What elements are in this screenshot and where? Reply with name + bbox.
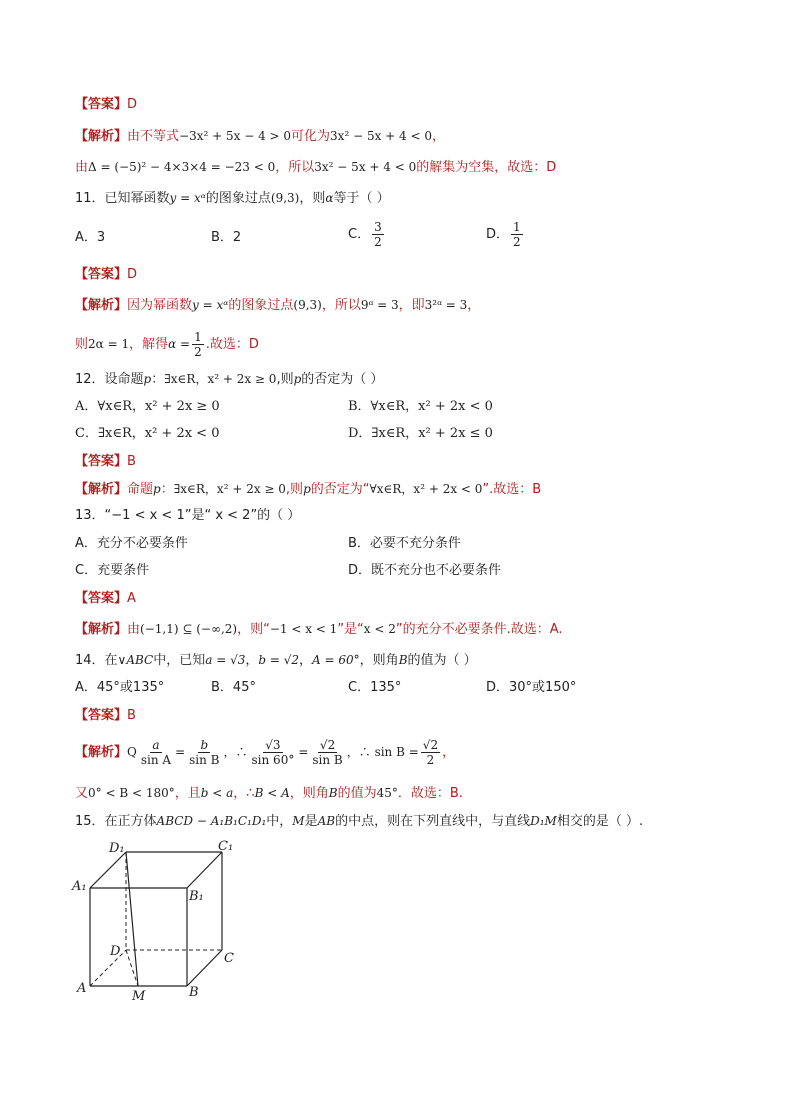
explanation-text: ，所以 xyxy=(321,298,361,313)
explanation-text: ， xyxy=(442,745,456,760)
question-text: ，则角 xyxy=(359,653,399,668)
math-inequality: b < a xyxy=(200,786,234,800)
question-text: 14．在 xyxy=(75,653,118,668)
explanation-text: 由 xyxy=(127,622,141,637)
denominator: sin 60° xyxy=(251,753,295,767)
explanation-text: ”是“ xyxy=(337,622,364,637)
explanation-text: ”的充分不必要条件.故选：A. xyxy=(395,622,563,637)
math-symbol: = xyxy=(298,745,309,759)
fraction xyxy=(192,330,204,359)
fraction xyxy=(511,220,523,249)
math-discriminant: Δ = (−5)² − 4×3×4 = −23 < 0 xyxy=(88,160,276,174)
explanation-text: 因为幂函数 xyxy=(127,298,193,313)
math-segment: AB xyxy=(317,814,336,828)
explanation-line-10a xyxy=(75,127,445,146)
question-15-stem xyxy=(75,812,643,831)
answer-label: 【答案】 xyxy=(75,708,128,723)
numerator: 1 xyxy=(513,220,521,234)
explanation-text: 由不等式 xyxy=(127,129,180,144)
explanation-text: 又 xyxy=(75,786,89,801)
explanation-text: 的值为 xyxy=(337,786,377,801)
fraction xyxy=(139,738,173,767)
explanation-line-11b xyxy=(75,327,259,362)
math-triangle: ∨ABC xyxy=(117,653,154,667)
answer-value: D xyxy=(127,267,138,282)
option-d: D．∃x∈R，x² + 2x ≤ 0 xyxy=(348,426,493,441)
math-function: y = xᵅ xyxy=(192,298,229,312)
question-text: 相交的是（ ）. xyxy=(556,814,644,829)
math-equation: 2α = 1 xyxy=(88,337,130,351)
answer-value: A xyxy=(127,591,136,606)
option-c: C．∃x∈R，x² + 2x < 0 xyxy=(75,426,220,441)
math-variable: p xyxy=(303,482,311,496)
explanation-text: ，所以 xyxy=(275,160,315,175)
answer-line-12 xyxy=(75,453,136,471)
explanation-label: 【解析】 xyxy=(75,298,128,313)
numerator: b xyxy=(200,738,209,752)
option-a: A．45°或135° xyxy=(75,680,165,695)
math-symbol: ，∴ xyxy=(223,745,248,759)
numerator: √2 xyxy=(422,738,439,752)
question-text: 中， xyxy=(266,814,293,829)
explanation-text: ， xyxy=(431,129,445,144)
math-set: (−1,1) ⊆ (−∞,2) xyxy=(140,622,238,636)
question-text: ，则 xyxy=(299,191,326,206)
question-text: 15．在正方体 xyxy=(75,814,157,829)
explanation-text: ，∴ xyxy=(233,786,255,801)
explanation-line-11a xyxy=(75,296,480,315)
explanation-text: 可化为 xyxy=(291,129,331,144)
numerator: 1 xyxy=(194,330,202,344)
math-variable: p xyxy=(153,482,161,496)
question-text: 12．设命题 xyxy=(75,372,144,387)
question-text: ， xyxy=(245,653,259,668)
math-equation: a = √3 xyxy=(205,653,246,667)
math-equation: b = √2 xyxy=(258,653,300,667)
denominator: sin B xyxy=(189,753,220,767)
math-function: y = xᵅ xyxy=(169,191,206,205)
question-text: 中，已知 xyxy=(153,653,206,668)
explanation-text: ”.故选：B xyxy=(482,482,542,497)
label-a1: A₁ xyxy=(72,879,87,894)
option-d: D．既不充分也不必要条件 xyxy=(348,563,502,578)
explanation-label: 【解析】 xyxy=(75,622,128,637)
answer-label: 【答案】 xyxy=(75,97,128,112)
option-label: D． xyxy=(486,227,510,242)
math-proposition: ∀x∈R，x² + 2x < 0 xyxy=(369,482,483,496)
label-d: D xyxy=(110,944,121,959)
explanation-text: .故选：D xyxy=(205,337,259,352)
fraction xyxy=(310,738,344,767)
denominator: 2 xyxy=(194,345,202,359)
question-text: 11．已知幂函数 xyxy=(75,191,170,206)
math-equation: A = 60° xyxy=(312,653,360,667)
question-text: ： xyxy=(151,372,165,387)
math-value: 45° xyxy=(376,786,398,800)
explanation-text: ,则 xyxy=(285,482,304,497)
fraction xyxy=(372,220,384,249)
math-variable: M xyxy=(292,814,305,828)
math-proposition: ∃x∈R，x² + 2x ≥ 0 xyxy=(173,482,286,496)
label-b: B xyxy=(189,985,199,1000)
explanation-text: 命题 xyxy=(127,482,154,497)
explanation-line-10b xyxy=(75,158,556,177)
explanation-text: ，则“ xyxy=(237,622,270,637)
option-b: B．必要不充分条件 xyxy=(348,536,461,551)
option-c xyxy=(348,220,386,249)
explanation-text: ，解得 xyxy=(129,337,169,352)
option-label: C． xyxy=(348,227,371,242)
numerator: 3 xyxy=(374,220,382,234)
math-symbol: ，∴ sin B = xyxy=(346,745,419,759)
option-b: B．∀x∈R，x² + 2x < 0 xyxy=(348,399,493,414)
answer-value: D xyxy=(127,97,138,112)
option-c: C．135° xyxy=(348,680,402,695)
math-inequality: 0° < B < 180° xyxy=(88,786,175,800)
answer-value: B xyxy=(127,708,136,723)
answer-line-13 xyxy=(75,590,136,608)
option-a: A．3 xyxy=(75,230,106,245)
math-equation: 3²ᵅ = 3 xyxy=(424,298,468,312)
question-text: 的中点，则在下列直线中，与直线 xyxy=(335,814,531,829)
explanation-line-14a xyxy=(75,734,455,771)
math-equation: 9ᵅ = 3 xyxy=(360,298,399,312)
edge-ad-hidden xyxy=(90,950,126,986)
denominator: 2 xyxy=(426,753,435,767)
denominator: sin B xyxy=(312,753,343,767)
question-text: 的图象过点 xyxy=(205,191,271,206)
explanation-text: 的解集为空集，故选：D xyxy=(416,160,557,175)
denominator: sin A xyxy=(140,753,172,767)
answer-value: B xyxy=(127,454,136,469)
question-14-stem xyxy=(75,651,477,670)
label-a: A xyxy=(77,981,87,996)
question-text: 的否定为（ ） xyxy=(301,372,384,387)
math-symbol: = xyxy=(175,745,186,759)
math-equation: α = xyxy=(168,337,191,351)
question-text: 的值为（ ） xyxy=(407,653,477,668)
math-variable: B xyxy=(328,786,338,800)
answer-label: 【答案】 xyxy=(75,591,128,606)
option-a: A．充分不必要条件 xyxy=(75,536,188,551)
explanation-label: 【解析】 xyxy=(75,745,128,760)
math-inequality: B < A xyxy=(254,786,290,800)
option-b: B．45° xyxy=(211,680,256,695)
edge-b1c1 xyxy=(187,852,222,888)
explanation-text: 的图象过点 xyxy=(228,298,294,313)
fraction xyxy=(250,738,297,767)
math-inequality: −3x² + 5x − 4 > 0 xyxy=(179,129,292,143)
answer-label: 【答案】 xyxy=(75,454,128,469)
math-variable: p xyxy=(143,372,152,386)
math-point: (9,3) xyxy=(270,191,300,205)
math-variable: B xyxy=(398,653,408,667)
label-b1: B₁ xyxy=(189,889,204,904)
math-inequality: 3x² − 5x + 4 < 0 xyxy=(330,129,432,143)
explanation-line-13 xyxy=(75,620,563,639)
math-variable: α xyxy=(325,191,334,205)
question-13-stem: 13．“−1 < x < 1”是“ x < 2”的（ ） xyxy=(75,508,301,523)
cube-figure xyxy=(68,838,248,1013)
math-inequality: −1 < x < 1 xyxy=(269,622,338,636)
math-symbol: Q xyxy=(127,745,137,759)
option-a: A．∀x∈R，x² + 2x ≥ 0 xyxy=(75,399,220,414)
label-c: C xyxy=(224,951,234,966)
fraction xyxy=(421,738,440,767)
denominator: 2 xyxy=(513,235,521,249)
option-b: B．2 xyxy=(211,230,242,245)
math-proposition: ∃x∈R，x² + 2x ≥ 0 xyxy=(164,372,277,386)
explanation-text: ．故选：B. xyxy=(397,786,463,801)
explanation-text: ： xyxy=(160,482,174,497)
denominator: 2 xyxy=(374,235,382,249)
question-text: 等于（ ） xyxy=(333,191,390,206)
math-cube: ABCD − A₁B₁C₁D₁ xyxy=(156,814,267,828)
edge-a1d1 xyxy=(90,852,126,888)
option-c: C．充要条件 xyxy=(75,563,150,578)
question-11-stem xyxy=(75,189,390,208)
explanation-label: 【解析】 xyxy=(75,129,128,144)
explanation-text: ，即 xyxy=(398,298,425,313)
explanation-text: 的否定为“ xyxy=(310,482,370,497)
numerator: √3 xyxy=(265,738,281,752)
edge-bc xyxy=(187,950,222,986)
label-d1: D₁ xyxy=(109,841,125,856)
label-c1: C₁ xyxy=(218,839,234,854)
answer-line-10 xyxy=(75,96,137,114)
math-point: (9,3) xyxy=(293,298,322,312)
answer-label: 【答案】 xyxy=(75,267,128,282)
answer-line-14 xyxy=(75,707,136,725)
explanation-text: 则 xyxy=(75,337,89,352)
question-text: ， xyxy=(299,653,313,668)
explanation-line-14b xyxy=(75,784,463,803)
explanation-text: ， xyxy=(467,298,481,313)
fraction xyxy=(187,738,221,767)
explanation-label: 【解析】 xyxy=(75,482,128,497)
question-text: 是 xyxy=(304,814,318,829)
math-segment: D₁M xyxy=(530,814,557,828)
numerator: a xyxy=(152,738,160,752)
segment-d1m xyxy=(126,852,138,986)
question-text: ,则 xyxy=(276,372,294,387)
explanation-text: ，且 xyxy=(174,786,201,801)
math-inequality: x < 2 xyxy=(363,622,396,636)
numerator: √2 xyxy=(319,738,336,752)
explanation-text: ，则角 xyxy=(289,786,329,801)
explanation-text: 由 xyxy=(75,160,89,175)
question-12-stem xyxy=(75,370,383,389)
option-d: D．30°或150° xyxy=(486,680,577,695)
option-d xyxy=(486,220,525,249)
explanation-line-12 xyxy=(75,480,541,499)
math-inequality: 3x² − 5x + 4 < 0 xyxy=(314,160,417,174)
answer-line-11 xyxy=(75,266,137,284)
label-m: M xyxy=(132,989,146,1004)
math-variable: p xyxy=(293,372,302,386)
